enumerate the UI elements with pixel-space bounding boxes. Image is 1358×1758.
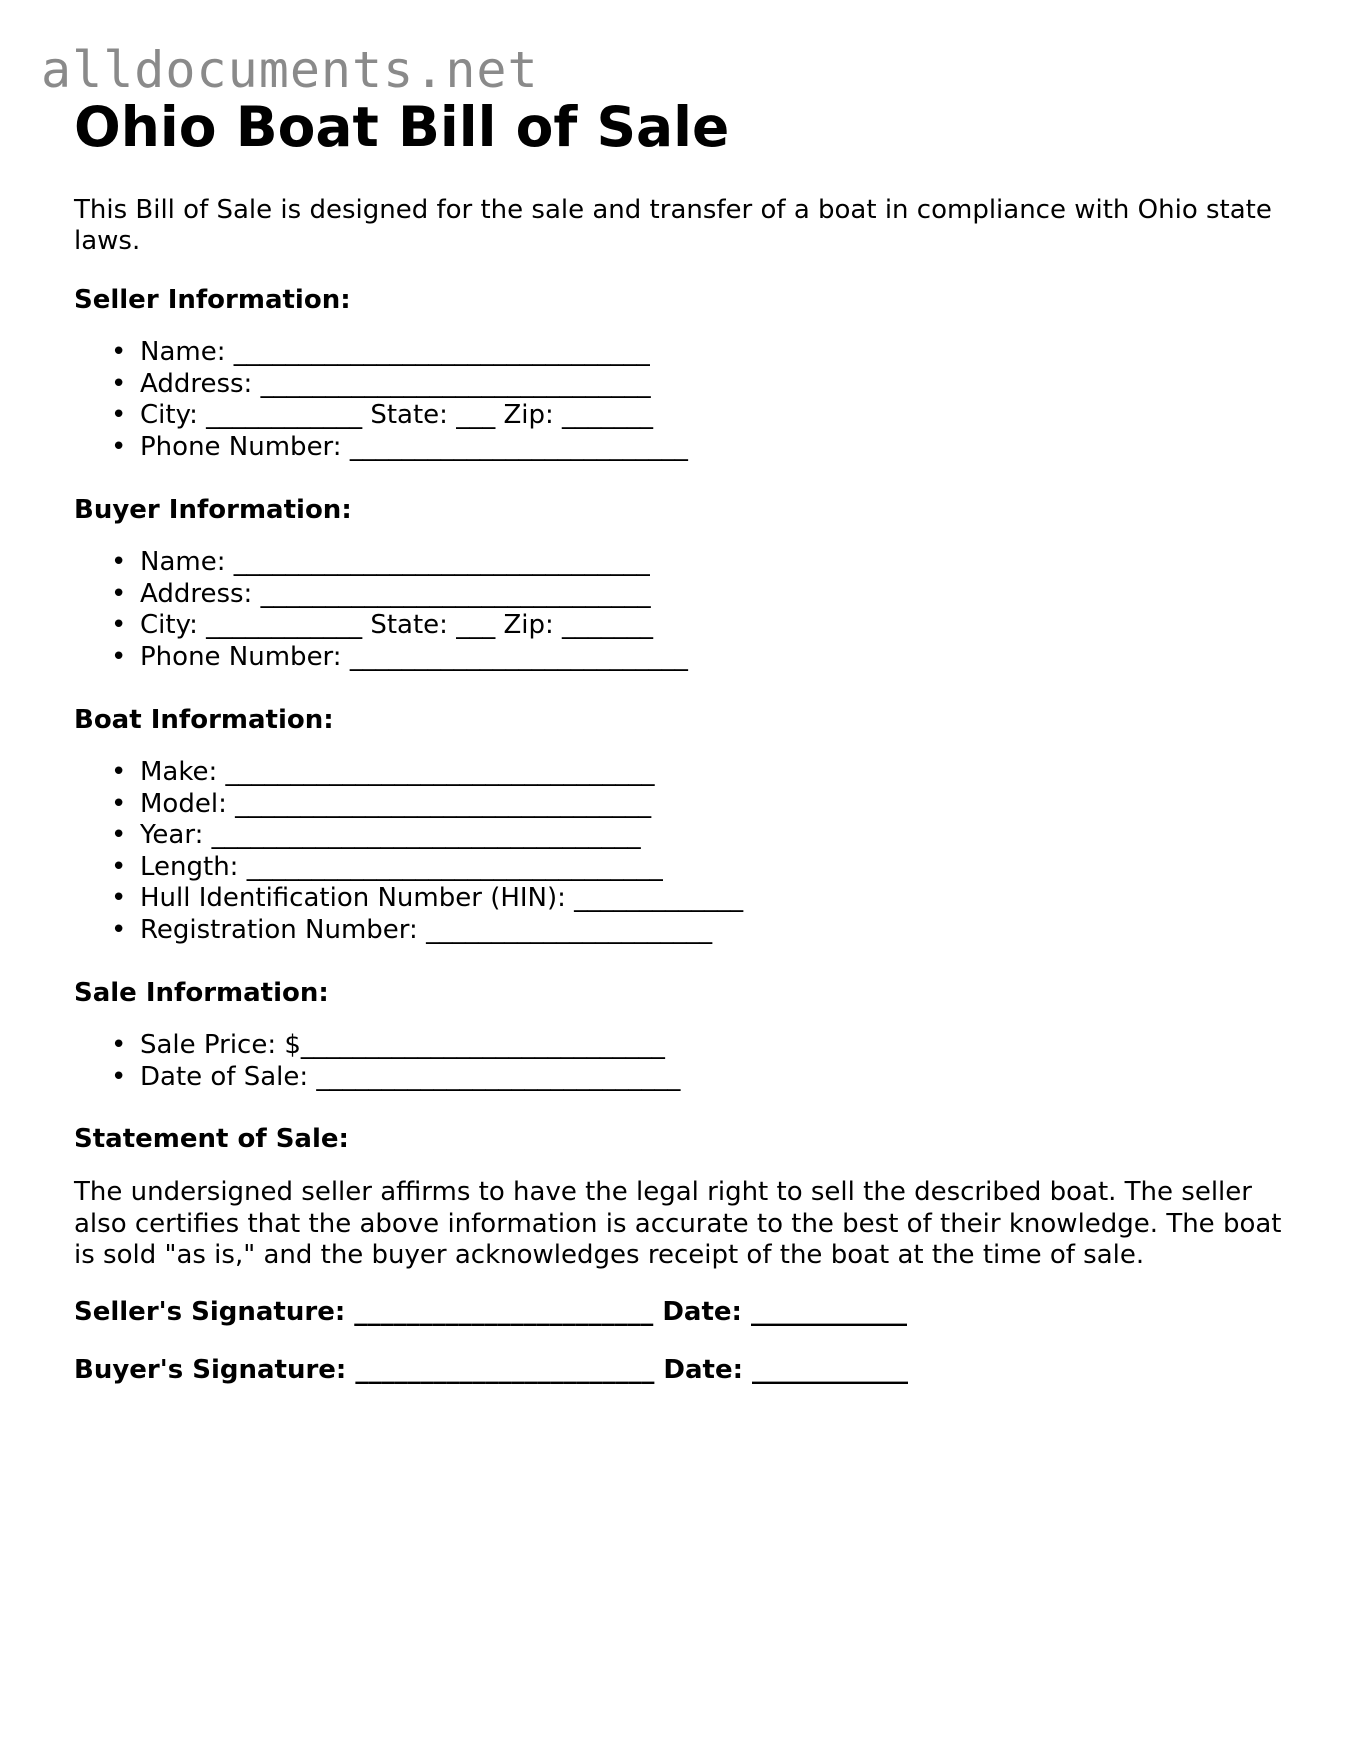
watermark: alldocuments.net: [41, 41, 539, 99]
boat-heading: Boat Information:: [74, 705, 334, 735]
seller-heading: Seller Information:: [74, 285, 351, 315]
statement-heading: Statement of Sale:: [74, 1124, 349, 1154]
boat-year-field: • Year: _________________________________: [140, 820, 743, 852]
seller-phone-field: • Phone Number: __________________________: [140, 432, 688, 464]
boat-fields: [74, 757, 743, 947]
statement-paragraph: The undersigned seller affirms to have the legal right to sell the described boat. The seller also certifies that the above information is accurate to the best of their knowledge. The boat is sold "as is," and the buyer acknowledges receipt of the boat at the time of sale.: [74, 1177, 1282, 1271]
seller-name-field: • Name: ________________________________: [140, 337, 688, 369]
boat-model-field: • Model: ________________________________: [140, 789, 743, 821]
boat-registration-field: • Registration Number: ______________________: [140, 915, 743, 947]
boat-hin-field: • Hull Identification Number (HIN): _____________: [140, 883, 743, 915]
sale-price-field: • Sale Price: $____________________________: [140, 1030, 680, 1062]
buyer-name-field: • Name: ________________________________: [140, 547, 688, 579]
boat-make-field: • Make: _________________________________: [140, 757, 743, 789]
sale-fields: [74, 1030, 680, 1093]
buyer-address-field: • Address: ______________________________: [140, 579, 688, 611]
seller-signature-line: Seller's Signature: _______________________ Date: ____________: [74, 1297, 907, 1327]
buyer-fields: [74, 547, 688, 673]
buyer-phone-field: • Phone Number: __________________________: [140, 642, 688, 674]
intro-paragraph: This Bill of Sale is designed for the sale and transfer of a boat in compliance with Ohio state laws.: [74, 195, 1272, 256]
page-title: Ohio Boat Bill of Sale: [74, 95, 730, 159]
seller-address-field: • Address: ______________________________: [140, 369, 688, 401]
sale-date-field: • Date of Sale: ____________________________: [140, 1062, 680, 1094]
document-body: [74, 92, 1294, 1385]
seller-fields: [74, 337, 688, 463]
sale-heading: Sale Information:: [74, 978, 329, 1008]
buyer-city-state-zip-field: • City: ____________ State: ___ Zip: _______: [140, 610, 688, 642]
buyer-signature-line: Buyer's Signature: _______________________ Date: ____________: [74, 1355, 909, 1385]
boat-length-field: • Length: ________________________________: [140, 852, 743, 884]
seller-city-state-zip-field: • City: ____________ State: ___ Zip: _______: [140, 400, 688, 432]
buyer-heading: Buyer Information:: [74, 495, 352, 525]
